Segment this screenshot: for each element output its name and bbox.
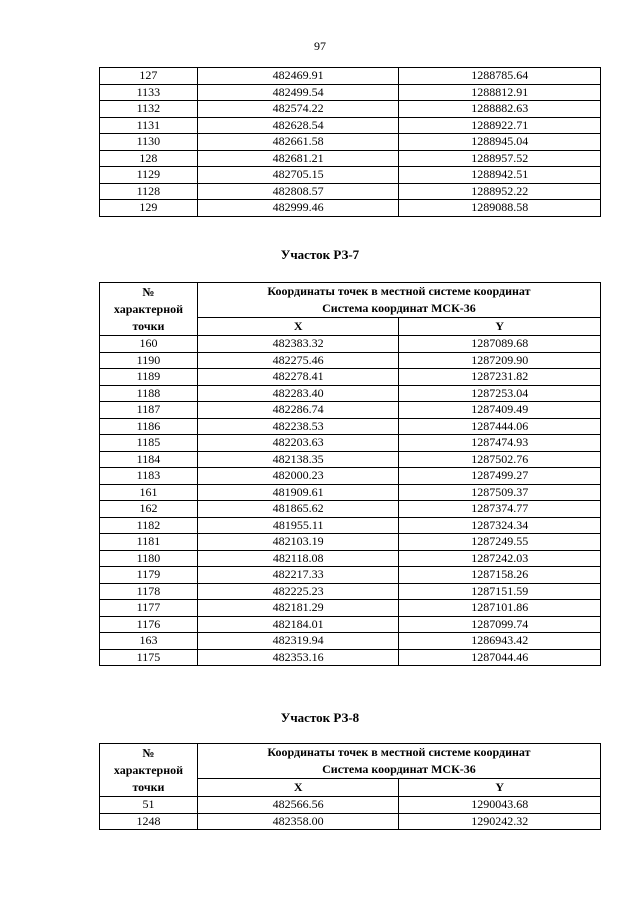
table-row: [100, 616, 601, 633]
x-header: X: [197, 318, 399, 336]
point-number-cell: 1130: [100, 134, 198, 151]
coords-system: Система координат МСК-36: [322, 762, 476, 776]
y-coordinate-cell: 1287231.82: [399, 369, 601, 386]
point-number-cell: 1176: [100, 616, 198, 633]
header-num-symbol: №: [142, 284, 155, 299]
y-coordinate-cell: 1286943.42: [399, 633, 601, 650]
table-row: [100, 84, 601, 101]
x-coordinate-cell: 482808.57: [197, 183, 399, 200]
y-coordinate-cell: 1289088.58: [399, 200, 601, 217]
x-coordinate-cell: 482681.21: [197, 150, 399, 167]
point-number-cell: 1132: [100, 101, 198, 118]
point-number-header: [100, 283, 198, 336]
table-row: [100, 150, 601, 167]
y-coordinate-cell: 1287502.76: [399, 451, 601, 468]
table-body: [100, 68, 601, 217]
table-row: [100, 501, 601, 518]
table-row: [100, 468, 601, 485]
x-coordinate-cell: 482499.54: [197, 84, 399, 101]
coords-header: [197, 744, 600, 779]
x-coordinate-cell: 482283.40: [197, 385, 399, 402]
y-coordinate-cell: 1287089.68: [399, 336, 601, 353]
point-number-cell: 128: [100, 150, 198, 167]
y-coordinate-cell: 1288957.52: [399, 150, 601, 167]
coords-title: Координаты точек в местной системе координат: [267, 284, 531, 298]
point-number-cell: 1185: [100, 435, 198, 452]
coordinates-table-rz8: [99, 743, 601, 830]
table-row: [100, 583, 601, 600]
x-coordinate-cell: 482353.16: [197, 649, 399, 666]
y-coordinate-cell: 1290242.32: [399, 813, 601, 830]
x-coordinate-cell: 481909.61: [197, 484, 399, 501]
point-number-cell: 127: [100, 68, 198, 85]
table-row: [100, 534, 601, 551]
x-coordinate-cell: 482628.54: [197, 117, 399, 134]
x-coordinate-cell: 481955.11: [197, 517, 399, 534]
y-coordinate-cell: 1287044.46: [399, 649, 601, 666]
table-row: [100, 633, 601, 650]
y-coordinate-cell: 1287499.27: [399, 468, 601, 485]
table-row: [100, 418, 601, 435]
table-body: [100, 797, 601, 830]
x-header: X: [197, 779, 399, 797]
table-row: [100, 600, 601, 617]
y-coordinate-cell: 1287099.74: [399, 616, 601, 633]
point-number-cell: 1186: [100, 418, 198, 435]
table-row: [100, 402, 601, 419]
point-number-header: [100, 744, 198, 797]
section-title-rz8: Участок РЗ-8: [280, 710, 360, 725]
table-row: [100, 134, 601, 151]
y-coordinate-cell: 1287474.93: [399, 435, 601, 452]
page-number: 97: [314, 39, 326, 53]
x-coordinate-cell: 482661.58: [197, 134, 399, 151]
y-coordinate-cell: 1288922.71: [399, 117, 601, 134]
point-number-cell: 1188: [100, 385, 198, 402]
table-row: [100, 813, 601, 830]
point-number-cell: 163: [100, 633, 198, 650]
table-row: [100, 200, 601, 217]
coords-header: [197, 283, 600, 318]
y-coordinate-cell: 1288942.51: [399, 167, 601, 184]
table-row: [100, 117, 601, 134]
y-coordinate-cell: 1287151.59: [399, 583, 601, 600]
x-coordinate-cell: 482999.46: [197, 200, 399, 217]
x-coordinate-cell: 482566.56: [197, 797, 399, 814]
table-row: [100, 451, 601, 468]
point-number-cell: 161: [100, 484, 198, 501]
y-coordinate-cell: 1287374.77: [399, 501, 601, 518]
table-row: [100, 68, 601, 85]
x-coordinate-cell: 482225.23: [197, 583, 399, 600]
x-coordinate-cell: 482705.15: [197, 167, 399, 184]
y-coordinate-cell: 1288812.91: [399, 84, 601, 101]
header-num-symbol: №: [142, 745, 155, 760]
y-coordinate-cell: 1287249.55: [399, 534, 601, 551]
table-row: [100, 517, 601, 534]
point-number-cell: 1180: [100, 550, 198, 567]
x-coordinate-cell: 482217.33: [197, 567, 399, 584]
y-coordinate-cell: 1287209.90: [399, 352, 601, 369]
y-coordinate-cell: 1288882.63: [399, 101, 601, 118]
y-coordinate-cell: 1287409.49: [399, 402, 601, 419]
y-coordinate-cell: 1287253.04: [399, 385, 601, 402]
point-number-cell: 1189: [100, 369, 198, 386]
y-coordinate-cell: 1288952.22: [399, 183, 601, 200]
x-coordinate-cell: 482184.01: [197, 616, 399, 633]
x-coordinate-cell: 482238.53: [197, 418, 399, 435]
point-number-cell: 51: [100, 797, 198, 814]
coords-system: Система координат МСК-36: [322, 301, 476, 315]
x-coordinate-cell: 482118.08: [197, 550, 399, 567]
table-row: [100, 550, 601, 567]
table-row: [100, 435, 601, 452]
y-coordinate-cell: 1287444.06: [399, 418, 601, 435]
table-row: [100, 484, 601, 501]
point-number-cell: 1177: [100, 600, 198, 617]
header-num-label-2: точки: [132, 779, 165, 794]
header-num-label: характерной: [113, 762, 184, 777]
coordinates-table-rz7: [99, 282, 601, 666]
point-number-cell: 1182: [100, 517, 198, 534]
table-row: [100, 649, 601, 666]
point-number-cell: 1178: [100, 583, 198, 600]
table-row: [100, 336, 601, 353]
point-number-cell: 1129: [100, 167, 198, 184]
point-number-cell: 129: [100, 200, 198, 217]
table-row: [100, 797, 601, 814]
x-coordinate-cell: 482286.74: [197, 402, 399, 419]
y-header: Y: [399, 318, 601, 336]
y-coordinate-cell: 1288945.04: [399, 134, 601, 151]
x-coordinate-cell: 482319.94: [197, 633, 399, 650]
point-number-cell: 1187: [100, 402, 198, 419]
x-coordinate-cell: 482358.00: [197, 813, 399, 830]
y-coordinate-cell: 1288785.64: [399, 68, 601, 85]
point-number-cell: 1181: [100, 534, 198, 551]
x-coordinate-cell: 482103.19: [197, 534, 399, 551]
x-coordinate-cell: 482138.35: [197, 451, 399, 468]
x-coordinate-cell: 481865.62: [197, 501, 399, 518]
point-number-cell: 1175: [100, 649, 198, 666]
table-row: [100, 385, 601, 402]
y-coordinate-cell: 1287101.86: [399, 600, 601, 617]
x-coordinate-cell: 482574.22: [197, 101, 399, 118]
x-coordinate-cell: 482203.63: [197, 435, 399, 452]
table-row: [100, 352, 601, 369]
header-num-label-2: точки: [132, 318, 165, 333]
section-title-rz7: Участок РЗ-7: [280, 247, 360, 262]
point-number-cell: 1179: [100, 567, 198, 584]
x-coordinate-cell: 482000.23: [197, 468, 399, 485]
point-number-cell: 1248: [100, 813, 198, 830]
coords-title: Координаты точек в местной системе координат: [267, 745, 531, 759]
y-coordinate-cell: 1287242.03: [399, 550, 601, 567]
header-num-label: характерной: [113, 301, 184, 316]
point-number-cell: 1183: [100, 468, 198, 485]
table-row: [100, 101, 601, 118]
x-coordinate-cell: 482181.29: [197, 600, 399, 617]
x-coordinate-cell: 482383.32: [197, 336, 399, 353]
x-coordinate-cell: 482469.91: [197, 68, 399, 85]
table-row: [100, 369, 601, 386]
point-number-cell: 1184: [100, 451, 198, 468]
table-row: [100, 567, 601, 584]
point-number-cell: 1190: [100, 352, 198, 369]
y-header: Y: [399, 779, 601, 797]
point-number-cell: 1128: [100, 183, 198, 200]
y-coordinate-cell: 1287158.26: [399, 567, 601, 584]
point-number-cell: 1131: [100, 117, 198, 134]
coordinates-table-continued: [99, 67, 601, 217]
y-coordinate-cell: 1287509.37: [399, 484, 601, 501]
table-row: [100, 167, 601, 184]
x-coordinate-cell: 482275.46: [197, 352, 399, 369]
x-coordinate-cell: 482278.41: [197, 369, 399, 386]
table-body: [100, 336, 601, 666]
y-coordinate-cell: 1287324.34: [399, 517, 601, 534]
table-row: [100, 183, 601, 200]
point-number-cell: 1133: [100, 84, 198, 101]
y-coordinate-cell: 1290043.68: [399, 797, 601, 814]
point-number-cell: 160: [100, 336, 198, 353]
point-number-cell: 162: [100, 501, 198, 518]
